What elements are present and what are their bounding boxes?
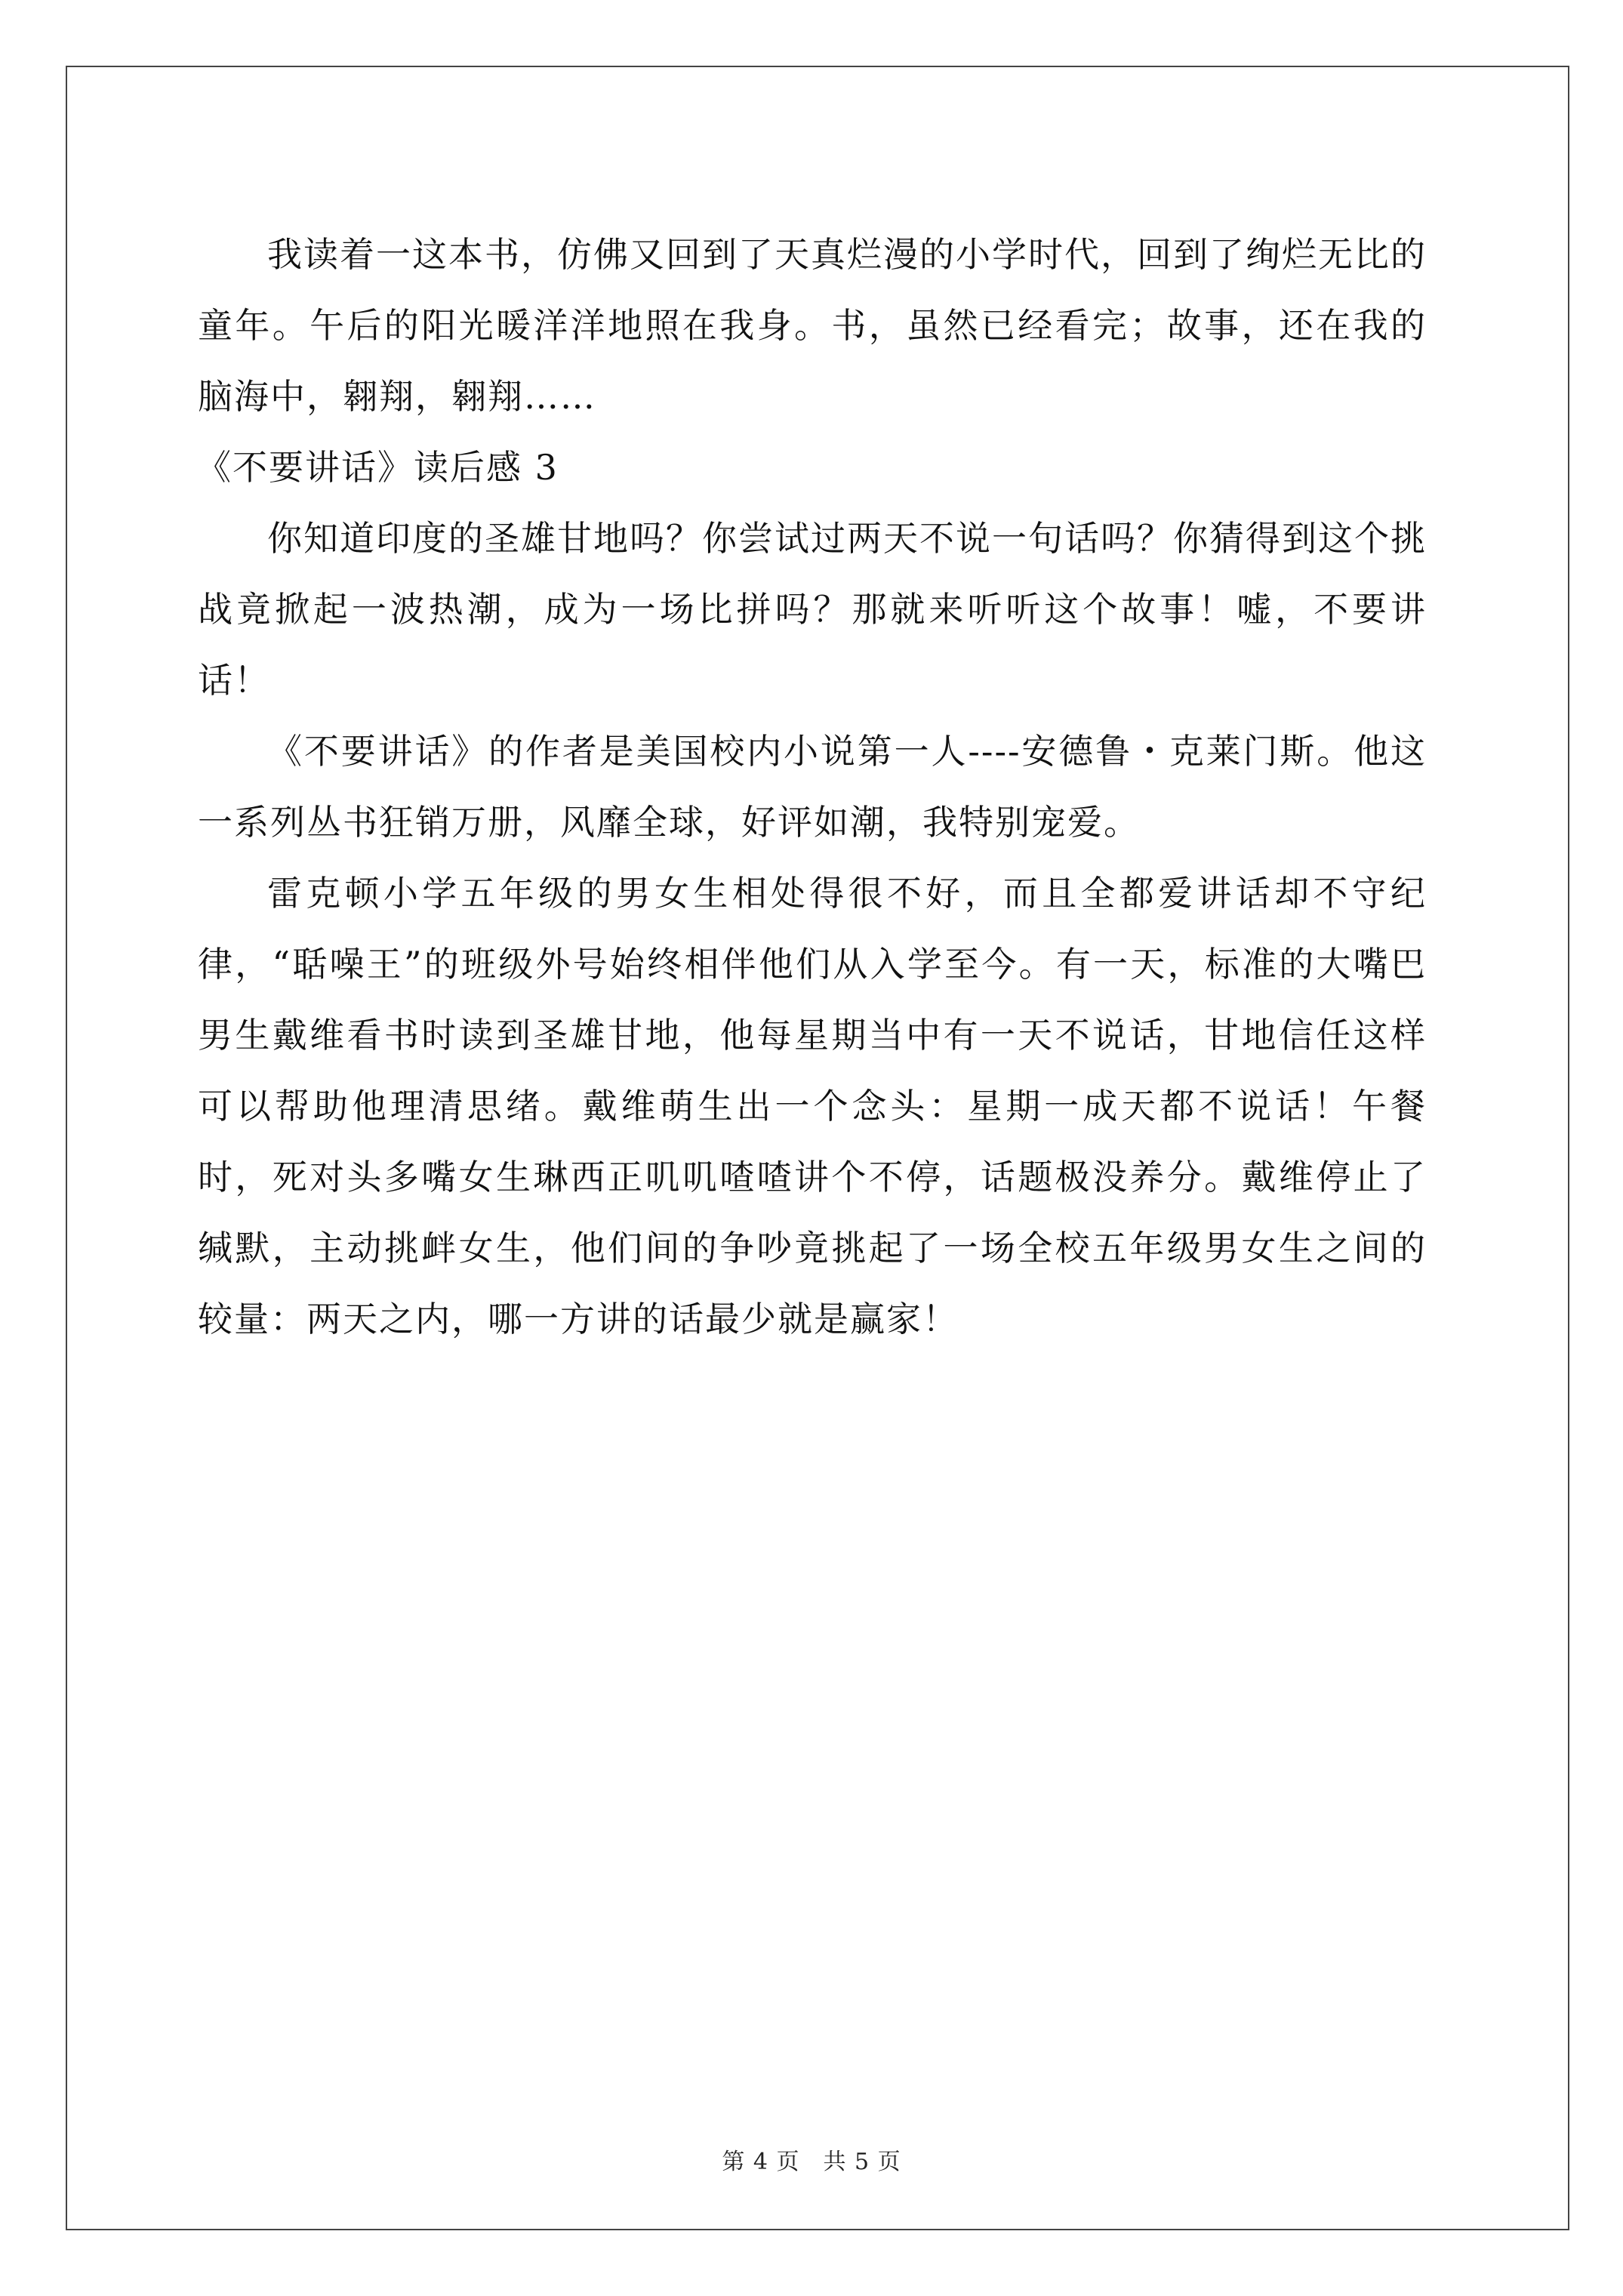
page-number-footer: 第 4 页 共 5 页 <box>722 2149 901 2175</box>
document-body <box>198 219 1427 1354</box>
paragraph-reading-reflection: 我读着一这本书，仿佛又回到了天真烂漫的小学时代，回到了绚烂无比的童年。午后的阳光暖洋洋地照在我身。书，虽然已经看完；故事，还在我的脑海中，翱翔，翱翔…… <box>198 234 1427 417</box>
paragraph-intro-gandhi: 你知道印度的圣雄甘地吗？你尝试过两天不说一句话吗？你猜得到这个挑战竟掀起一波热潮，成为一场比拼吗？那就来听听这个故事！嘘，不要讲话！ <box>198 518 1427 701</box>
paragraph-story-summary: 雷克顿小学五年级的男女生相处得很不好，而且全都爱讲话却不守纪律，“聒噪王”的班级外号始终相伴他们从入学至今。有一天，标准的大嘴巴男生戴维看书时读到圣雄甘地，他每星期当中有一天不说话，甘地信任这样可以帮助他理清思绪。戴维萌生出一个念头：星期一成天都不说话！午餐时，死对头多嘴女生琳西正叽叽喳喳讲个不停，话题极没养分。戴维停止了缄默，主动挑衅女生，他们间的争吵竟挑起了一场全校五年级男女生之间的较量：两天之内，哪一方讲的话最少就是赢家！ <box>198 873 1427 1339</box>
paragraph-author: 《不要讲话》的作者是美国校内小说第一人----安德鲁・克莱门斯。他这一系列丛书狂销万册，风靡全球，好评如潮，我特别宠爱。 <box>198 731 1427 843</box>
section-heading: 《不要讲话》读后感 3 <box>196 447 559 488</box>
